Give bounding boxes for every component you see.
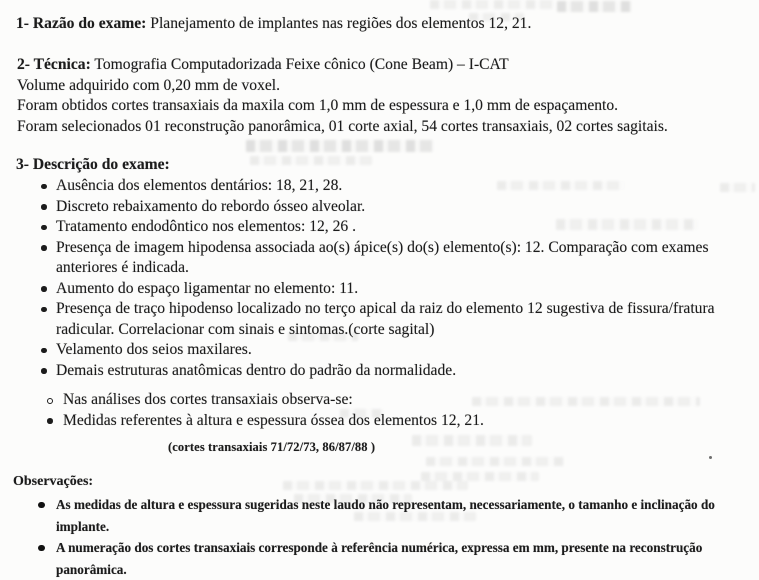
slices-note: (cortes transaxiais 71/72/73, 86/87/88 ) [168,440,376,454]
bullet-icon [38,502,45,509]
bleed-through-artifact [250,156,372,165]
open-circle-bullet-icon [47,398,53,404]
list-item [0,279,754,300]
bleed-through-artifact [556,219,698,230]
bleed-through-artifact [720,183,755,192]
bleed-through-artifact [288,332,358,341]
list-item [0,361,754,382]
list-item [0,299,754,340]
observation-bullet: A numeração dos cortes transaxiais corresponde à referência numérica, expressa em mm, presente na reconstrução panorâmica. [56,540,703,577]
list-item [0,176,754,197]
bleed-through-artifact [557,1,632,12]
bleed-through-artifact [469,13,524,21]
technique-heading-line [17,55,759,76]
bullet-icon [41,348,47,354]
section-exam-reason [16,14,756,35]
bullet-icon [41,204,47,210]
technique-line: Foram selecionados 01 reconstrução panorâmica, 01 corte axial, 54 cortes transaxiais, 02 cortes sagitais. [17,117,668,135]
observation-bullet: As medidas de altura e espessura sugeridas neste laudo não representam, necessariamente, o tamanho e inclinação do implante. [56,497,715,534]
bleed-through-artifact [497,181,625,190]
bleed-through-artifact [421,472,539,481]
description-bullet: Ausência dos elementos dentários: 18, 21, 28. [56,177,343,194]
description-bullet: Aumento do espaço ligamentar no elemento: 11. [56,279,359,297]
list-item [0,238,754,279]
bullet-icon [41,368,47,374]
ink-speck-artifact [709,456,712,459]
description-bullet: Discreto rebaixamento do rebordo ósseo alveolar. [56,197,366,215]
description-bullet: Presença de traço hipodenso localizado no terço apical da raiz do elemento 12 sugestiva de fissura/fratura radicular. Correlacionar com sinais e sintomas.(corte sagital) [56,300,715,338]
observations-heading: Observações: [13,474,94,489]
description-bullet: Tratamento endodôntico nos elementos: 12, 26 . [56,218,356,235]
bleed-through-artifact [472,397,700,406]
bullet-icon [38,545,45,552]
analysis-header: Nas análises dos cortes transaxiais observa-se: [63,391,353,408]
list-item [0,197,754,218]
bleed-through-artifact [426,457,564,466]
description-bullet: Velamento dos seios maxilares. [56,341,252,358]
analysis-measurement: Medidas referentes à altura e espessura óssea dos elementos 12, 21. [63,411,484,429]
bullet-icon [47,418,53,424]
technique-line: Foram obtidos cortes transaxiais da maxila com 1,0 mm de espessura e 1,0 mm de espaçamento. [17,97,619,114]
bullet-icon [41,225,47,231]
bullet-icon [41,184,47,190]
bullet-icon [41,245,47,251]
bleed-through-artifact [294,494,412,503]
bleed-through-artifact [412,435,532,446]
reason-label: 1- Razão do exame: [16,15,147,32]
technique-line: Volume adquirido com 0,20 mm de voxel. [17,76,281,94]
technique-intro: Tomografia Computadorizada Feixe cônico (Cone Beam) – I-CAT [94,56,509,73]
bleed-through-artifact [283,481,468,490]
reason-text: Planejamento de implantes nas regiões dos elementos 12, 21. [150,15,532,32]
bullet-icon [41,286,47,292]
section-technique [17,55,759,137]
list-item [0,340,754,361]
description-bullet-list [0,176,754,381]
bleed-through-artifact [246,140,434,152]
bleed-through-artifact [354,512,476,521]
bleed-through-artifact [430,0,555,9]
technique-label: 2- Técnica: [17,56,91,73]
list-item [0,537,756,580]
bullet-icon [41,307,47,313]
bleed-through-artifact [340,409,384,418]
description-heading: 3- Descrição do exame: [16,156,170,173]
observations-list [0,494,756,580]
description-bullet: Demais estruturas anatômicas dentro do padrão da normalidade. [56,361,457,379]
description-bullet: Presença de imagem hipodensa associada ao(s) ápice(s) do(s) elemento(s): 12. Comparação com exames anteriores é indicada. [56,238,709,276]
